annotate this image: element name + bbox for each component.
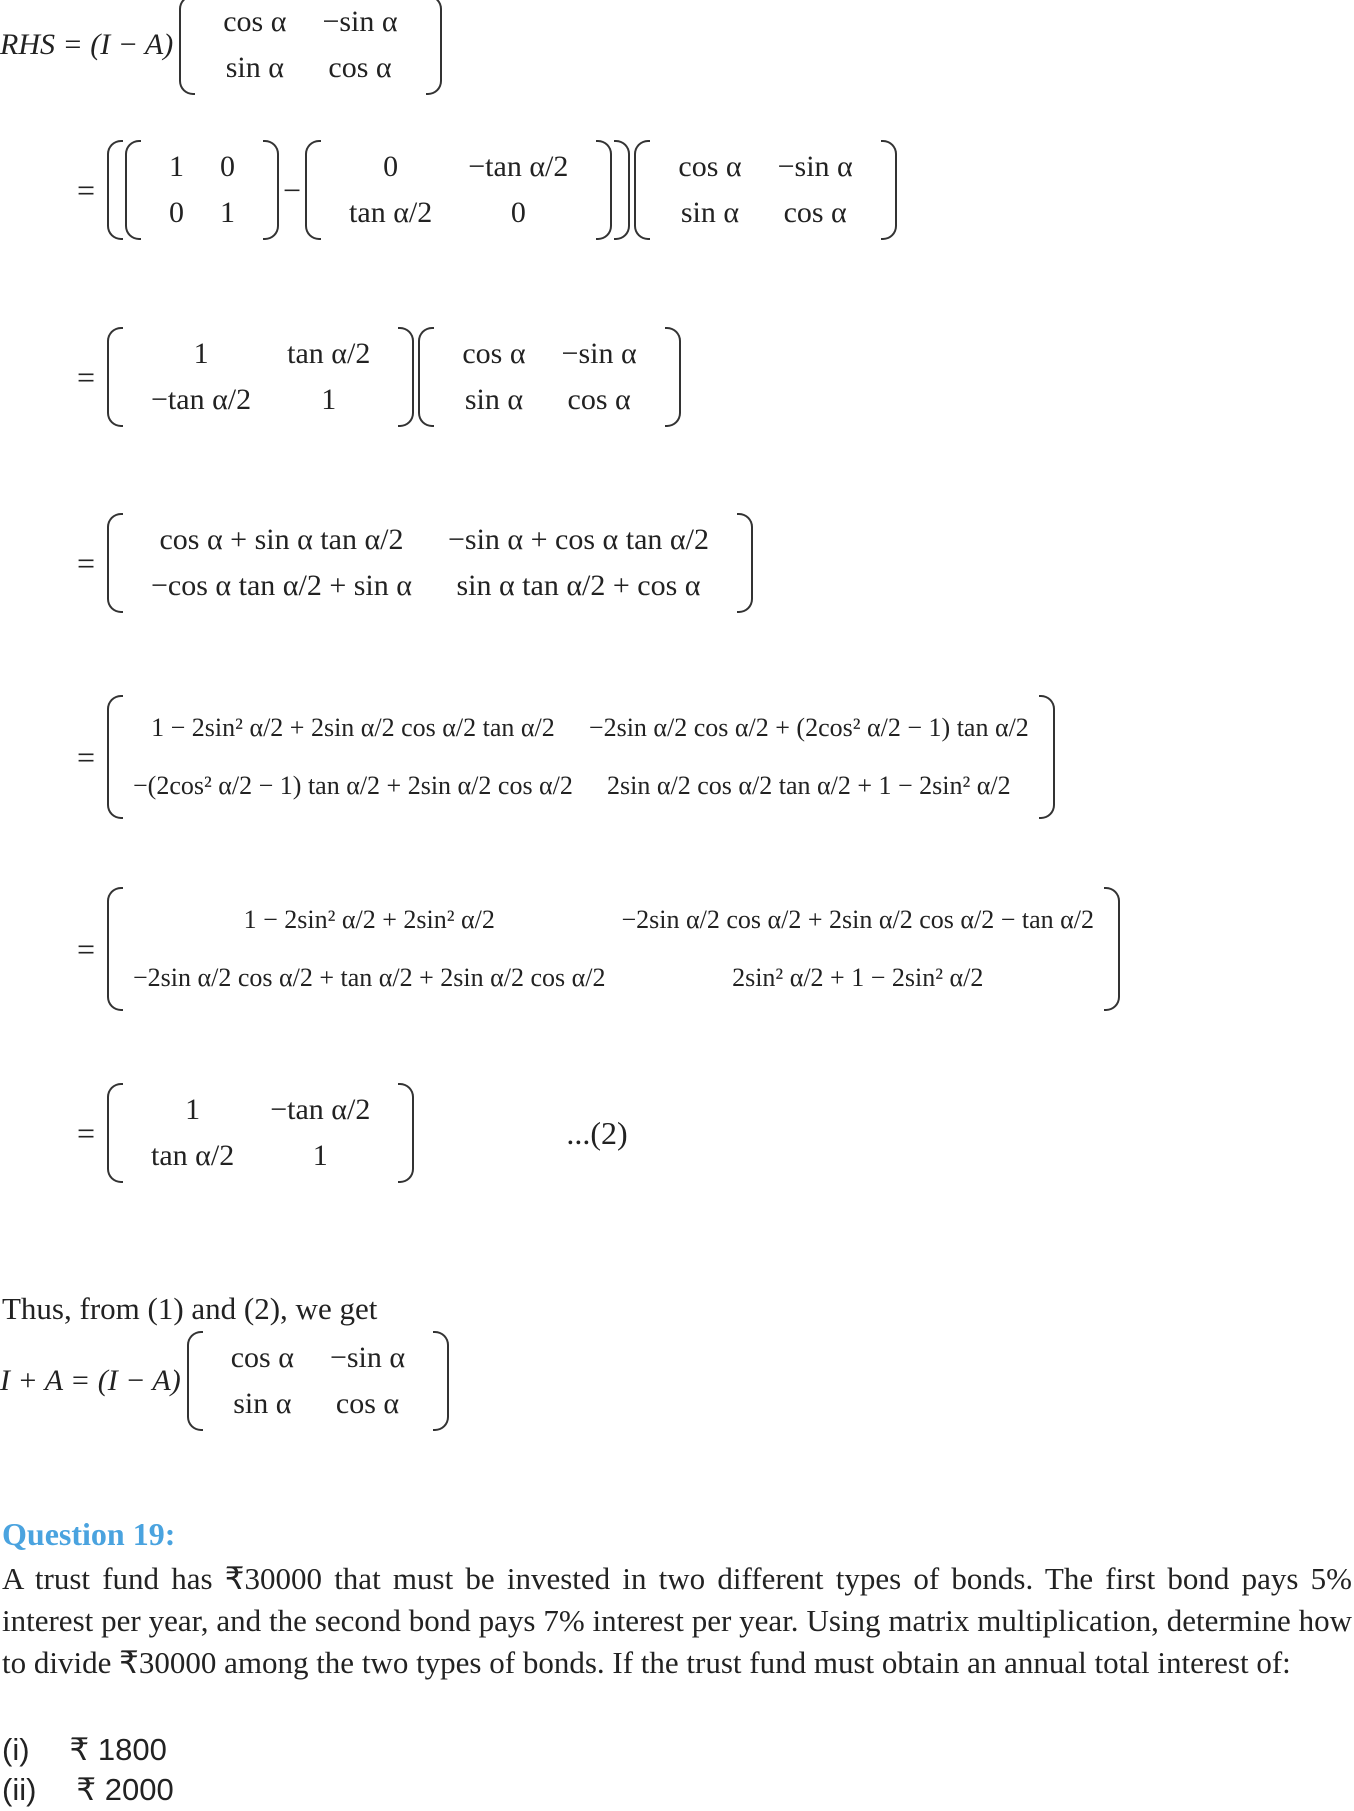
matrix-cell: 1: [321, 383, 337, 416]
matrix-cell: 0: [169, 196, 184, 229]
matrix-cell: 1 − 2sin² α/2 + 2sin² α/2: [243, 905, 495, 934]
step-7: [0, 1048, 628, 1218]
matrix-cell: 0: [383, 150, 399, 183]
rotation-matrix: [418, 327, 680, 427]
equals-sign: =: [76, 930, 95, 967]
equation-reference: ...(2): [566, 1114, 628, 1151]
matrix-cell: −(2cos² α/2 − 1) tan α/2 + 2sin α/2 cos α/2: [133, 771, 573, 800]
matrix-cell: cos α: [783, 196, 847, 229]
matrix-cell: sin α: [680, 196, 740, 229]
matrix-cell: 1: [220, 196, 235, 229]
matrix-cell: cos α + sin α tan α/2: [159, 523, 404, 556]
rotation-matrix: [187, 1331, 449, 1431]
rhs-line: [0, 0, 444, 90]
matrix-cell: 1: [312, 1139, 328, 1172]
matrix-cell: sin α: [225, 51, 284, 84]
matrix-cell: 2sin² α/2 + 1 − 2sin² α/2: [732, 963, 984, 992]
matrix-cell: 0: [220, 150, 235, 183]
matrix-cell: −sin α: [561, 337, 637, 370]
step-4: [0, 478, 755, 648]
matrix-cell: −sin α: [322, 5, 398, 38]
equals-sign: =: [76, 1114, 95, 1151]
matrix-cell: cos α: [335, 1387, 400, 1420]
step-6: [0, 866, 1122, 1032]
rhs-label: RHS = (I − A): [0, 28, 174, 61]
option-value: ₹ 1800: [69, 1732, 167, 1767]
matrix-cell: tan α/2: [349, 196, 433, 229]
matrix-cell: tan α/2: [151, 1139, 235, 1172]
minus-sign: −: [283, 171, 302, 208]
option-value: ₹ 2000: [76, 1772, 174, 1807]
matrix-cell: −2sin α/2 cos α/2 + tan α/2 + 2sin α/2 cos α/2: [133, 963, 606, 992]
matrix-cell: sin α: [464, 383, 524, 416]
identity-matrix: [125, 140, 279, 240]
matrix-cell: 2sin α/2 cos α/2 tan α/2 + 1 − 2sin² α/2: [607, 771, 1011, 800]
step-2: [0, 100, 899, 280]
matrix-cell: 1: [193, 337, 209, 370]
matrix-cell: cos α: [230, 1341, 294, 1374]
skew-matrix: [305, 140, 612, 240]
matrix-cell: −sin α + cos α tan α/2: [447, 523, 709, 556]
conclusion-text: Thus, from (1) and (2), we get: [2, 1291, 378, 1326]
matrix-cell: sin α: [233, 1387, 292, 1420]
equals-sign: =: [76, 738, 95, 775]
matrix-cell: −2sin α/2 cos α/2 + (2cos² α/2 − 1) tan α/2: [588, 713, 1029, 742]
step6-matrix: [107, 887, 1120, 1011]
outer-bracket: [107, 140, 630, 240]
left-paren: [179, 0, 195, 95]
matrix-cell: −2sin α/2 cos α/2 + 2sin α/2 cos α/2 − tan α/2: [621, 905, 1094, 934]
equals-sign: =: [76, 358, 95, 395]
step7-matrix: [107, 1083, 414, 1183]
option-label: (i): [2, 1732, 30, 1767]
equals-sign: =: [76, 171, 95, 208]
matrix-cell: sin α tan α/2 + cos α: [456, 569, 701, 602]
rotation-matrix: [179, 0, 441, 95]
question-title: Question 19:: [2, 1516, 176, 1552]
matrix-cell: −tan α/2: [270, 1093, 371, 1126]
matrix-cell: cos α: [462, 337, 526, 370]
equals-sign: =: [76, 544, 95, 581]
question-body: A trust fund has ₹30000 that must be invested in two different types of bonds. The first bond pays 5% interest per year, and the second bond pays 7% interest per year. Using matrix multiplication, determine how to divide ₹30000 among the two types of bonds. If the trust fund must obtain an annual total interest of:: [2, 1561, 1352, 1680]
matrix-cell: cos α: [678, 150, 742, 183]
option-item: [2, 1732, 167, 1768]
matrix-cell: 1: [185, 1093, 201, 1126]
step4-matrix: [107, 513, 753, 613]
matrix-cell: −tan α/2: [151, 383, 252, 416]
matrix-cell: −sin α: [329, 1341, 406, 1374]
step5-matrix: [107, 695, 1055, 819]
rotation-matrix: [634, 140, 896, 240]
matrix-cell: 0: [510, 196, 526, 229]
conclusion-lhs: I + A = (I − A): [0, 1364, 181, 1397]
step3-matrix: [107, 327, 414, 427]
matrix-cell: −sin α: [777, 150, 853, 183]
matrix-cell: 1: [169, 150, 184, 183]
conclusion-line: [0, 1336, 451, 1426]
option-item: [2, 1772, 174, 1808]
step-3: [0, 292, 683, 462]
step-5: [0, 664, 1057, 850]
matrix-cell: cos α: [328, 51, 392, 84]
matrix-cell: cos α: [567, 383, 631, 416]
matrix-cell: 1 − 2sin² α/2 + 2sin α/2 cos α/2 tan α/2: [151, 713, 555, 742]
matrix-cell: cos α: [223, 5, 287, 38]
right-paren: [426, 0, 442, 95]
matrix-cell: −cos α tan α/2 + sin α: [151, 569, 412, 602]
matrix-cell: tan α/2: [287, 337, 371, 370]
matrix-cell: −tan α/2: [468, 150, 569, 183]
option-label: (ii): [2, 1772, 37, 1807]
